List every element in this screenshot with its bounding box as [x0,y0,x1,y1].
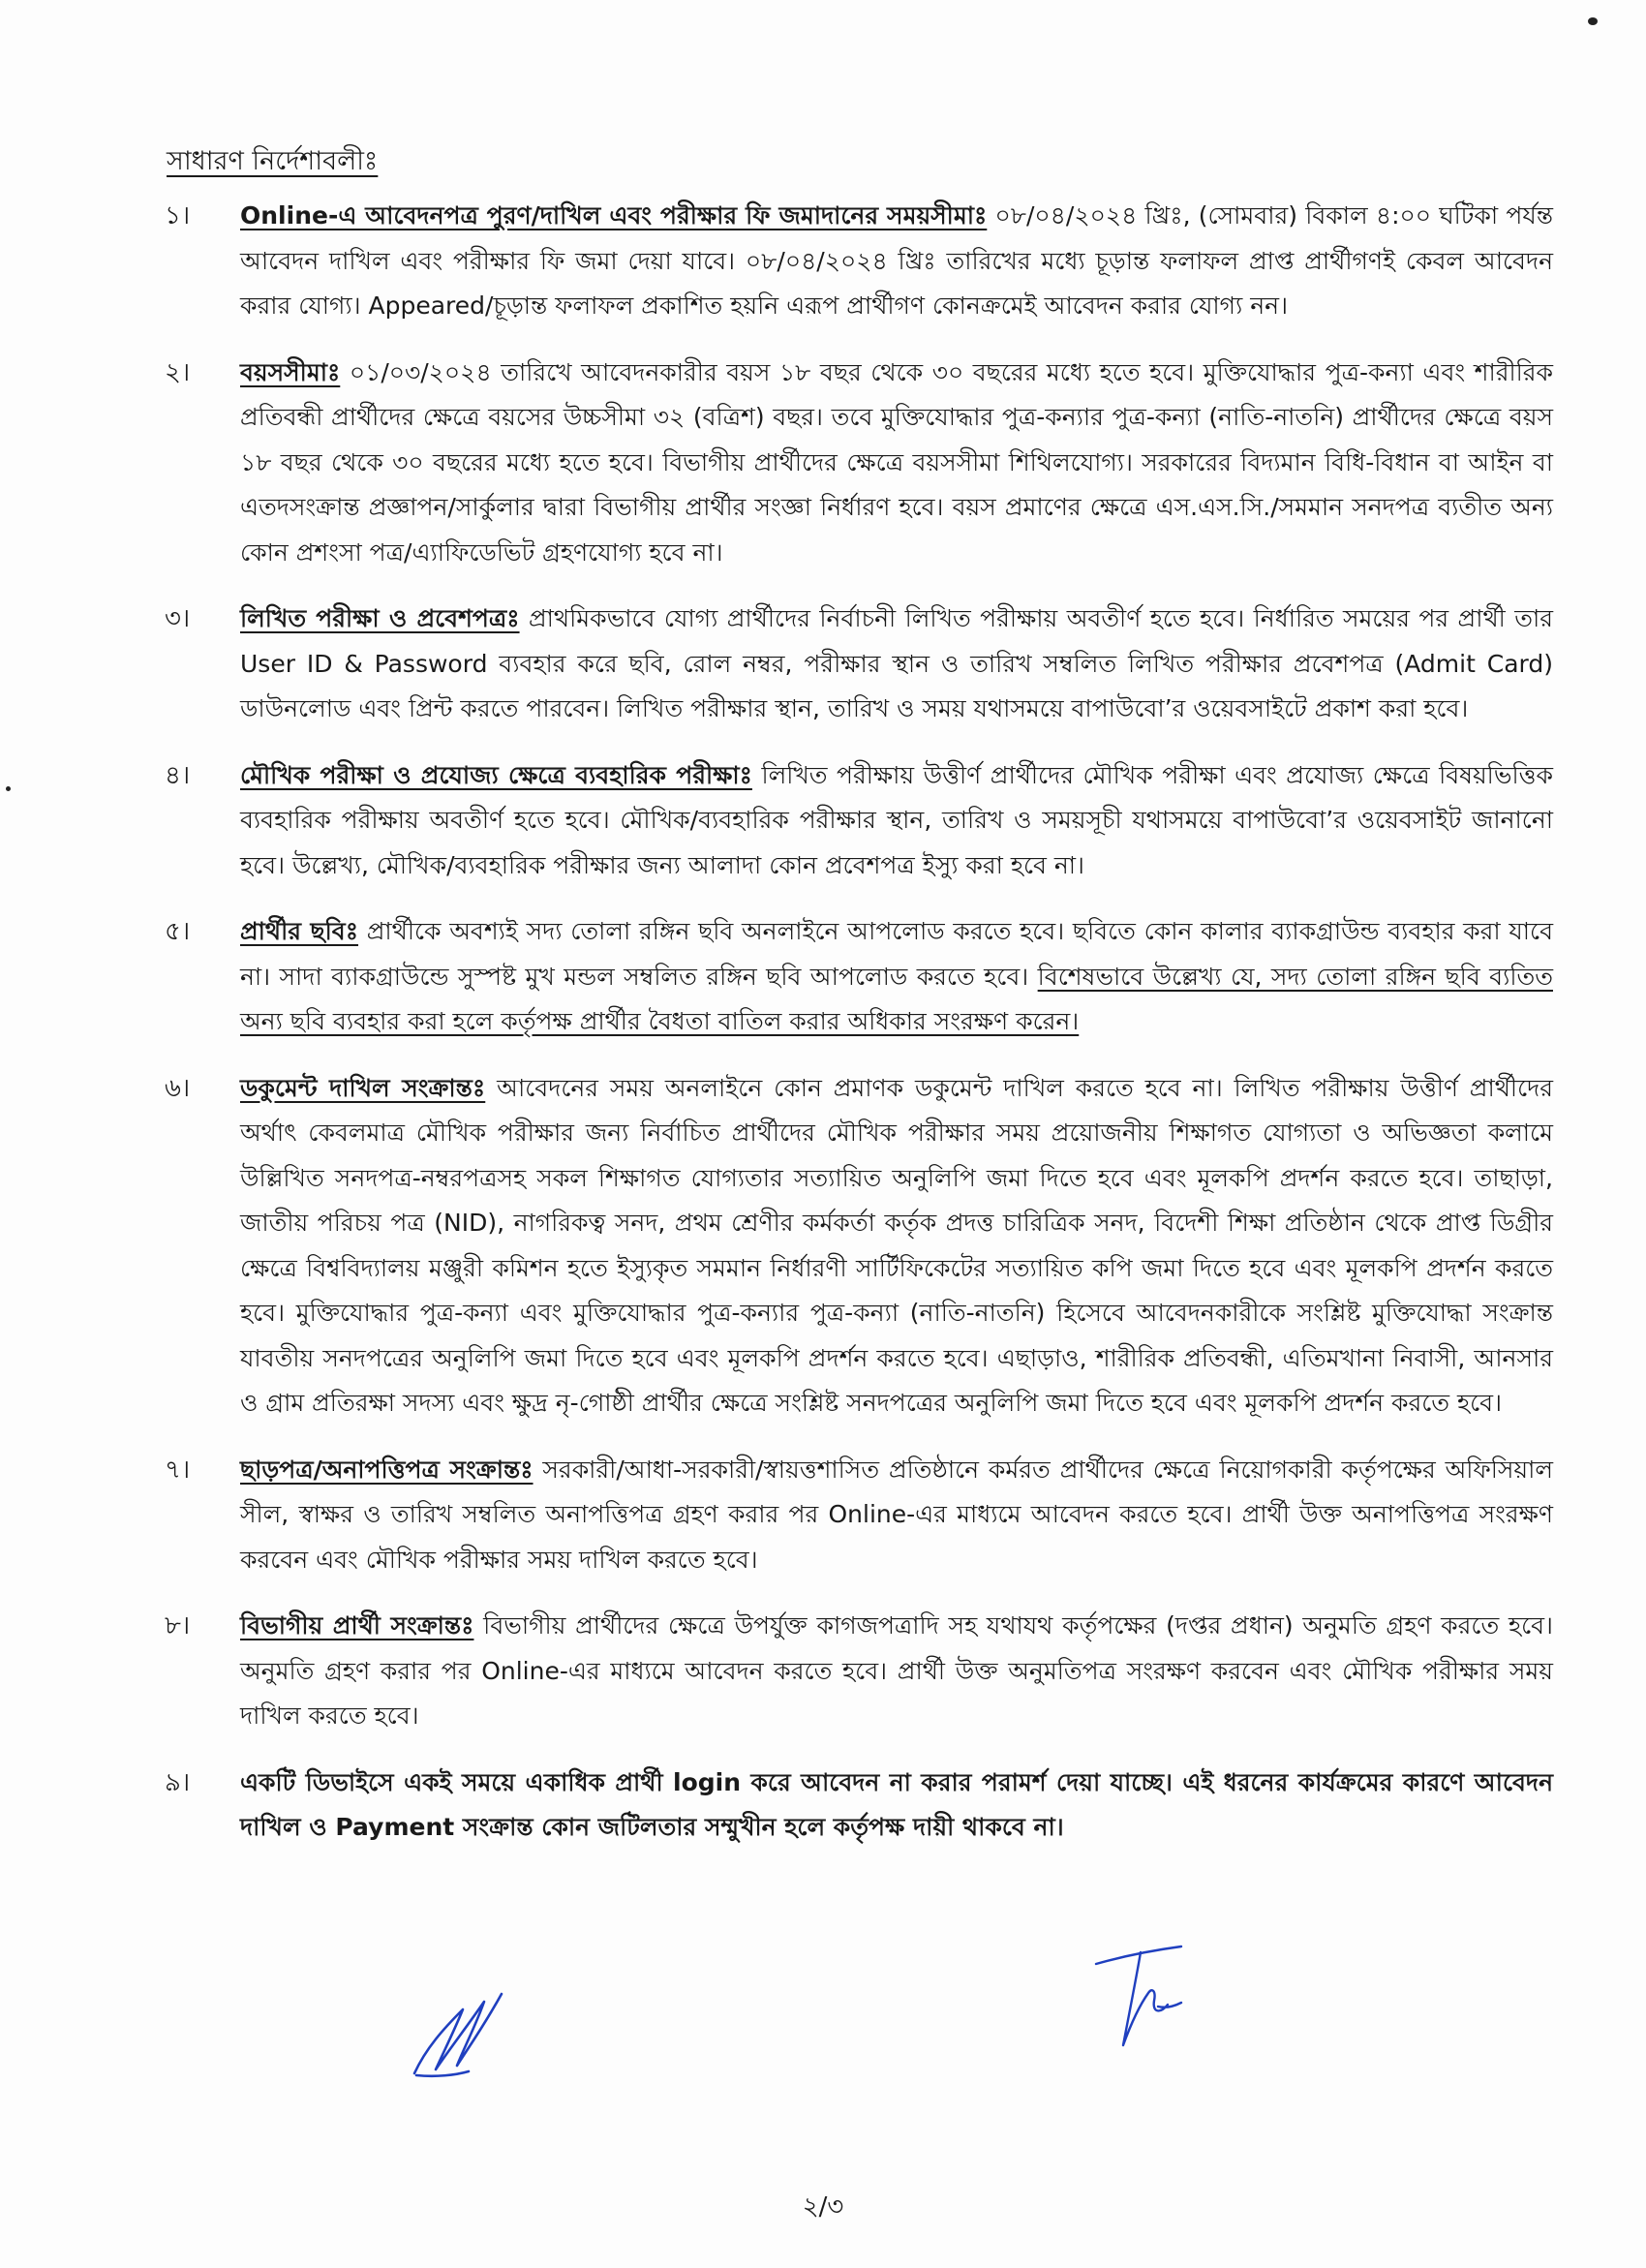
item-title: প্রার্থীর ছবিঃ [240,917,359,945]
item-number: ২। [165,357,191,387]
page-number: ২/৩ [802,2192,844,2222]
item-number: ৫। [165,917,191,946]
list-item [0,351,1646,576]
item-title: ছাড়পত্র/অনাপত্তিপত্র সংক্রান্তঃ [240,1455,533,1484]
section-heading: সাধারণ নির্দেশাবলীঃ [167,146,379,176]
instruction-list [0,194,1646,1872]
item-number: ১। [165,201,191,230]
item-body [240,597,1553,732]
item-body [240,753,1553,889]
item-number: ৩। [165,604,191,633]
item-title: বয়সসীমাঃ [240,357,341,386]
item-number: ৭। [165,1455,191,1485]
item-body [240,1604,1553,1739]
signature-left [407,1980,513,2082]
item-body [240,351,1553,576]
list-item [0,1761,1646,1851]
item-text: প্রার্থীকে অবশ্যই সদ্য তোলা রঙ্গিন ছবি অনলাইনে আপলোড করতে হবে। ছবিতে কোন কালার ব্যাকগ্রাউন্ড ব্যবহার করা যাবে না। সাদা ব্যাকগ্রাউন্ডে সুস্পষ্ট মুখ মন্ডল সম্বলিত রঙ্গিন ছবি আপলোড করতে হবে। [240,917,1553,991]
item-text: ০১/০৩/২০২৪ তারিখে আবেদনকারীর বয়স ১৮ বছর থেকে ৩০ বছরের মধ্যে হতে হবে। মুক্তিযোদ্ধার পুত্র-কন্যা এবং শারীরিক প্রতিবন্ধী প্রার্থীদের ক্ষেত্রে বয়সের উচ্চসীমা ৩২ (বত্রিশ) বছর। তবে মুক্তিযোদ্ধার পুত্র-কন্যার পুত্র-কন্যা (নাতি-নাতনি) প্রার্থীদের ক্ষেত্রে বয়স ১৮ বছর থেকে ৩০ বছরের মধ্যে হতে হবে। বিভাগীয় প্রার্থীদের ক্ষেত্রে বয়সসীমা শিথিলযোগ্য। সরকারের বিদ্যমান বিধি-বিধান বা আইন বা এতদসংক্রান্ত প্রজ্ঞাপন/সার্কুলার দ্বারা বিভাগীয় প্রার্থীর সংজ্ঞা নির্ধারণ হবে। বয়স প্রমাণের ক্ষেত্রে এস.এস.সি./সমমান সনদপত্র ব্যতীত অন্য কোন প্রশংসা পত্র/এ্যাফিডেভিট গ্রহণযোগ্য হবে না। [240,357,1553,567]
scan-speck [1588,17,1598,25]
item-number: ৪। [165,760,191,790]
item-title: লিখিত পরীক্ষা ও প্রবেশপত্রঃ [240,604,520,632]
item-number: ৬। [165,1073,191,1103]
item-bold-text: একটি ডিভাইসে একই সময়ে একাধিক প্রার্থী login করে আবেদন না করার পরামর্শ দেয়া যাচ্ছে। এই ধরনের কার্যক্রমের কারণে আবেদন দাখিল ও Payment সংক্রান্ত কোন জটিলতার সম্মুখীন হলে কর্তৃপক্ষ দায়ী থাকবে না। [240,1767,1553,1841]
list-item [0,597,1646,732]
item-title: Online-এ আবেদনপত্র পুরণ/দাখিল এবং পরীক্ষার ফি জমাদানের সময়সীমাঃ [240,201,988,230]
list-item [0,1448,1646,1583]
list-item [0,753,1646,889]
item-title: বিভাগীয় প্রার্থী সংক্রান্তঃ [240,1611,474,1640]
item-body [240,1761,1553,1851]
item-text: লিখিত পরীক্ষায় উত্তীর্ণ প্রার্থীদের মৌখিক পরীক্ষা এবং প্রযোজ্য ক্ষেত্রে বিষয়ভিত্তিক ব্যবহারিক পরীক্ষায় অবতীর্ণ হতে হবে। মৌখিক/ব্যবহারিক পরীক্ষার স্থান, তারিখ ও সময়সূচী যথাসময়ে বাপাউবো’র ওয়েবসাইট জানানো হবে। উল্লেখ্য, মৌখিক/ব্যবহারিক পরীক্ষার জন্য আলাদা কোন প্রবেশপত্র ইস্যু করা হবে না। [240,760,1553,879]
item-title: ডকুমেন্ট দাখিল সংক্রান্তঃ [240,1073,486,1102]
item-number: ৮। [165,1611,191,1640]
item-title: মৌখিক পরীক্ষা ও প্রযোজ্য ক্ষেত্রে ব্যবহারিক পরীক্ষাঃ [240,760,752,789]
signature-right [1084,1937,1201,2053]
item-underlined-note: বিশেষভাবে উল্লেখ্য যে, সদ্য তোলা রঙ্গিন ছবি ব্যতিত অন্য ছবি ব্যবহার করা হলে কর্তৃপক্ষ প্রার্থীর বৈধতা বাতিল করার অধিকার সংরক্ষণ করেন। [240,962,1553,1035]
item-body [240,1066,1553,1426]
list-item [0,194,1646,329]
item-text: আবেদনের সময় অনলাইনে কোন প্রমাণক ডকুমেন্ট দাখিল করতে হবে না। লিখিত পরীক্ষায় উত্তীর্ণ প্রার্থীদের অর্থাৎ কেবলমাত্র মৌখিক পরীক্ষার জন্য নির্বাচিত প্রার্থীদের মৌখিক পরীক্ষার সময় প্রয়োজনীয় শিক্ষাগত যোগ্যতা ও অভিজ্ঞতা কলামে উল্লিখিত সনদপত্র-নম্বরপত্রসহ সকল শিক্ষাগত যোগ্যতার সত্যায়িত অনুলিপি জমা দিতে হবে এবং মূলকপি প্রদর্শন করতে হবে। তাছাড়া, জাতীয় পরিচয় পত্র (NID), নাগরিকত্ব সনদ, প্রথম শ্রেণীর কর্মকর্তা কর্তৃক প্রদত্ত চারিত্রিক সনদ, বিদেশী শিক্ষা প্রতিষ্ঠান থেকে প্রাপ্ত ডিগ্রীর ক্ষেত্রে বিশ্ববিদ্যালয় মঞ্জুরী কমিশন হতে ইস্যুকৃত সমমান নির্ধারণী সার্টিফিকেটের সত্যায়িত কপি জমা দিতে হবে এবং মূলকপি প্রদর্শন করতে হবে। মুক্তিযোদ্ধার পুত্র-কন্যা এবং মুক্তিযোদ্ধার পুত্র-কন্যার পুত্র-কন্যা (নাতি-নাতনি) হিসেবে আবেদনকারীকে সংশ্লিষ্ট মুক্তিযোদ্ধা সংক্রান্ত যাবতীয় সনদপত্রের অনুলিপি জমা দিতে হবে এবং মূলকপি প্রদর্শন করতে হবে। এছাড়াও, শারীরিক প্রতিবন্ধী, এতিমখানা নিবাসী, আনসার ও গ্রাম প্রতিরক্ষা সদস্য এবং ক্ষুদ্র নৃ-গোষ্ঠী প্রার্থীর ক্ষেত্রে সংশ্লিষ্ট সনদপত্রের অনুলিপি জমা দিতে হবে এবং মূলকপি প্রদর্শন করতে হবে। [240,1073,1553,1417]
list-item [0,909,1646,1045]
list-item [0,1604,1646,1739]
item-body [240,1448,1553,1583]
item-text: প্রাথমিকভাবে যোগ্য প্রার্থীদের নির্বাচনী লিখিত পরীক্ষায় অবতীর্ণ হতে হবে। নির্ধারিত সময়ের পর প্রার্থী তার User ID & Password ব্যবহার করে ছবি, রোল নম্বর, পরীক্ষার স্থান ও তারিখ সম্বলিত লিখিত পরীক্ষার প্রবেশপত্র (Admit Card) ডাউনলোড এবং প্রিন্ট করতে পারবেন। লিখিত পরীক্ষার স্থান, তারিখ ও সময় যথাসময়ে বাপাউবো’র ওয়েবসাইটে প্রকাশ করা হবে। [240,604,1554,722]
item-text: ০৮/০৪/২০২৪ খ্রিঃ, (সোমবার) বিকাল ৪:০০ ঘটিকা পর্যন্ত আবেদন দাখিল এবং পরীক্ষার ফি জমা দেয়া যাবে। ০৮/০৪/২০২৪ খ্রিঃ তারিখের মধ্যে চূড়ান্ত ফলাফল প্রাপ্ত প্রার্থীগণই কেবল আবেদন করার যোগ্য। Appeared/চূড়ান্ত ফলাফল প্রকাশিত হয়নি এরূপ প্রার্থীগণ কোনক্রমেই আবেদন করার যোগ্য নন। [240,201,1553,320]
item-number: ৯। [165,1767,191,1797]
item-text: সরকারী/আধা-সরকারী/স্বায়ত্তশাসিত প্রতিষ্ঠানে কর্মরত প্রার্থীদের ক্ষেত্রে নিয়োগকারী কর্তৃপক্ষের অফিসিয়াল সীল, স্বাক্ষর ও তারিখ সম্বলিত অনাপত্তিপত্র গ্রহণ করার পর Online-এর মাধ্যমে আবেদন করতে হবে। প্রার্থী উক্ত অনাপত্তিপত্র সংরক্ষণ করবেন এবং মৌখিক পরীক্ষার সময় দাখিল করতে হবে। [240,1455,1554,1574]
item-text: বিভাগীয় প্রার্থীদের ক্ষেত্রে উপর্যুক্ত কাগজপত্রাদি সহ যথাযথ কর্তৃপক্ষের (দপ্তর প্রধান) অনুমতি গ্রহণ করতে হবে। অনুমতি গ্রহণ করার পর Online-এর মাধ্যমে আবেদন করতে হবে। প্রার্থী উক্ত অনুমতিপত্র সংরক্ষণ করবেন এবং মৌখিক পরীক্ষার সময় দাখিল করতে হবে। [240,1611,1553,1730]
item-body [240,909,1553,1045]
list-item [0,1066,1646,1426]
item-body [240,194,1553,329]
